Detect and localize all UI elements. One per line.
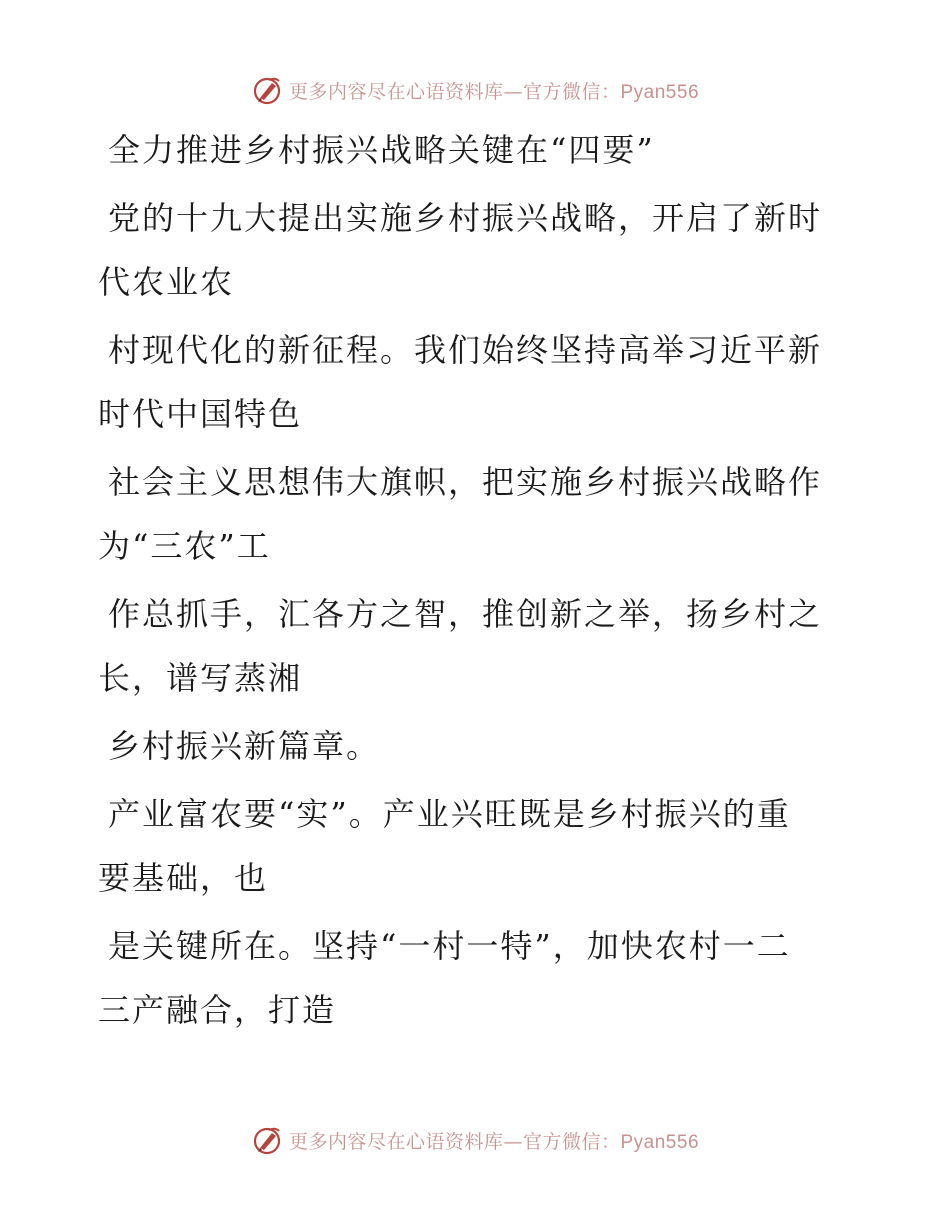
- paragraph-continuation-line: 长，谱写蒸湘: [98, 659, 303, 697]
- paragraph-continuation-line: 要基础，也: [98, 859, 269, 897]
- pen-logo-icon: [251, 74, 283, 106]
- paragraph-first-line: 全力推进乡村振兴战略关键在“四要”: [108, 131, 655, 169]
- paragraph: [98, 914, 838, 1042]
- paragraph-first-line: 作总抓手，汇各方之智，推创新之举，扬乡村之: [108, 595, 823, 633]
- paragraph-continuation-line: 代农业农: [98, 263, 235, 301]
- paragraph: [98, 450, 838, 578]
- watermark-text: [289, 1127, 699, 1154]
- paragraph: [98, 782, 838, 910]
- paragraph-first-line: 党的十九大提出实施乡村振兴战略，开启了新时: [108, 199, 823, 237]
- watermark-label: 更多内容尽在心语资料库—官方微信：: [288, 80, 621, 103]
- document-body: [98, 118, 838, 1042]
- paragraph: [98, 582, 838, 710]
- watermark-text: [289, 77, 699, 104]
- paragraph: [98, 318, 838, 446]
- paragraph: [98, 714, 838, 778]
- paragraph-continuation-line: 为“三农”工: [98, 527, 271, 565]
- paragraph: [98, 118, 838, 182]
- watermark-handle: Pyan556: [620, 1131, 700, 1153]
- footer-watermark: [0, 1120, 950, 1160]
- paragraph-first-line: 社会主义思想伟大旗帜，把实施乡村振兴战略作: [108, 463, 823, 501]
- watermark-handle: Pyan556: [620, 81, 700, 103]
- paragraph-continuation-line: 三产融合，打造: [98, 991, 337, 1029]
- paragraph: [98, 186, 838, 314]
- paragraph-first-line: 是关键所在。坚持“一村一特”，加快农村一二: [108, 927, 791, 965]
- watermark-label: 更多内容尽在心语资料库—官方微信：: [288, 1130, 621, 1153]
- header-watermark: [0, 70, 950, 110]
- paragraph-first-line: 乡村振兴新篇章。: [108, 727, 381, 765]
- paragraph-first-line: 产业富农要“实”。产业兴旺既是乡村振兴的重: [108, 795, 791, 833]
- paragraph-first-line: 村现代化的新征程。我们始终坚持高举习近平新: [108, 331, 823, 369]
- paragraph-continuation-line: 时代中国特色: [98, 395, 303, 433]
- pen-logo-icon: [251, 1124, 283, 1156]
